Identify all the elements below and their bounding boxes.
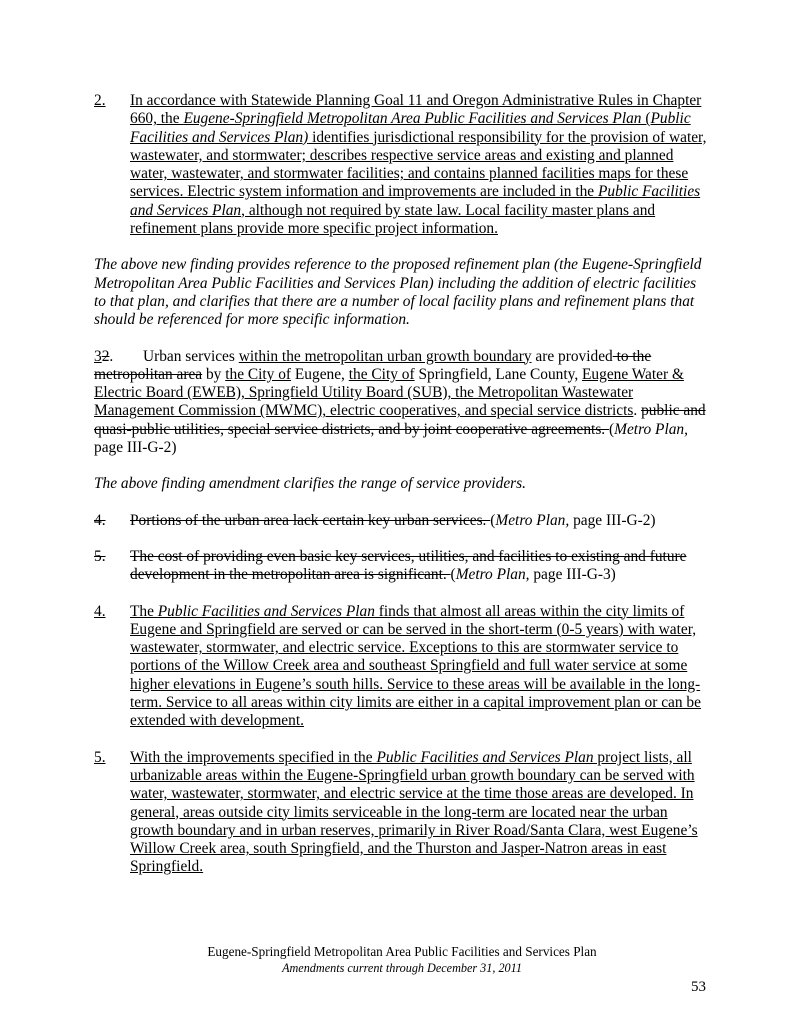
text-run: public and quasi-public utilities, special service districts, and by joint cooperative agreements.	[94, 402, 706, 438]
finding-5-new-text	[130, 749, 698, 876]
finding-2-number	[94, 92, 106, 110]
finding-4-new-text	[130, 603, 701, 730]
finding-2-amended	[94, 92, 710, 238]
text-run: .	[109, 347, 114, 365]
finding-4-new	[94, 603, 710, 731]
text-run: 3	[94, 347, 102, 365]
text-run: Urban services	[143, 347, 239, 365]
text-run: by	[202, 365, 226, 383]
text-run: page III-G-2)	[94, 439, 177, 457]
text-run: (	[609, 420, 615, 438]
text-run: Eugene-Springfield Metropolitan Area Public Facilities and Services Plan	[183, 110, 642, 128]
text-run: 4.	[94, 602, 106, 620]
text-run: Public Facilities and Services Plan	[376, 748, 594, 766]
finding-3-number	[94, 348, 143, 366]
text-run: Portions of the urban area lack certain key urban services.	[130, 511, 491, 529]
text-run: (	[641, 110, 651, 128]
text-run: Public Facilities and Services Plan	[130, 183, 701, 219]
text-run: Eugene Water & Electric Board (EWEB), Springfield Utility Board (SUB), the Metropolitan Wastewater Management Commission (MWMC), electric cooperatives, and special service districts	[94, 365, 684, 420]
commentary-1	[94, 256, 710, 329]
finding-3-text	[94, 348, 706, 456]
text-run: In accordance with Statewide Planning Goal 11 and Oregon Administrative Rules in Chapter 660, the	[130, 92, 702, 128]
text-run: 5.	[94, 748, 106, 766]
text-run: the City of	[225, 365, 292, 383]
text-run: 2.	[94, 92, 106, 109]
text-run: Public Facilities and Services Plan	[157, 602, 375, 620]
commentary-2	[94, 475, 710, 493]
finding-4-new-number	[94, 603, 106, 621]
text-run: With the improvements specified in the	[130, 748, 377, 766]
text-run: to the metropolitan area	[94, 347, 652, 383]
footer-amendments-note: Amendments current through December 31, 2011	[282, 961, 522, 975]
finding-5-deleted	[94, 548, 710, 585]
page-footer	[94, 944, 710, 976]
text-run: 4.	[94, 511, 106, 529]
text-run: Metro Plan,	[495, 511, 570, 529]
text-run: identifies jurisdictional responsibility for the provision of water, wastewater, and stormwater; describes respective service areas and existing and planned water, wastewater, and stormwater facilities; and contains planned facilities maps for these services. Electric system information and improvements are included in the	[130, 128, 707, 201]
text-run: within the metropolitan urban growth boundary	[238, 347, 532, 365]
finding-4-deleted-text	[130, 512, 656, 529]
text-run: 5.	[94, 547, 106, 565]
footer-plan-title: Eugene-Springfield Metropolitan Area Public Facilities and Services Plan	[207, 944, 597, 959]
page-number: 53	[691, 979, 706, 995]
text-run: the City of	[348, 365, 415, 383]
text-run: Metro Plan,	[455, 566, 530, 584]
finding-4-deleted-number	[94, 512, 106, 530]
finding-5-new	[94, 749, 710, 877]
finding-3-amended	[94, 348, 710, 458]
text-run: finds that almost all areas within the city limits of Eugene and Springfield are served or can be served in the short-term (0-5 years) with water, wastewater, stormwater, and electric service. Exceptions to this are stormwater service to portions of the Willow Creek area and southeast Springfield and full water service at some higher elevations in Eugene’s south hills. Service to these areas will be available in the long-term. Service to all areas within city limits are either in a capital improvement plan or can be extended with development.	[130, 602, 701, 730]
finding-4-deleted	[94, 512, 710, 530]
text-run: page III-G-2)	[569, 511, 656, 529]
text-run: Eugene,	[291, 365, 349, 383]
text-run: project lists, all urbanizable areas within the Eugene-Springfield urban growth boundary can be served with water, wastewater, stormwater, and electric service at the time those areas are developed. In general, areas outside city limits serviceable in the long-term are located near the urban growth boundary and in urban reserves, primarily in River Road/Santa Clara, west Eugene’s Willow Creek area, south Springfield, and the Thurston and Jasper-Natron areas in east Springfield.	[130, 748, 698, 876]
finding-5-new-number	[94, 749, 106, 767]
text-run: (	[490, 511, 496, 529]
text-run: Springfield, Lane County,	[414, 365, 583, 383]
finding-5-deleted-text	[130, 548, 686, 583]
text-run: The above finding amendment clarifies the range of service providers.	[94, 475, 526, 493]
text-run: Metro Plan,	[614, 420, 688, 438]
text-run: The above new finding provides reference to the proposed refinement plan (the Eugene-Springfield Metropolitan Area Public Facilities and Services Plan) including the addition of electric facilities to that plan, and clarifies that there are a number of local facility plans and refinement plans that should be referenced for more specific information.	[94, 256, 702, 329]
finding-5-deleted-number	[94, 548, 106, 566]
text-run: (	[450, 566, 456, 584]
finding-2-text	[130, 92, 706, 237]
text-run: .	[633, 402, 642, 420]
text-run: are provided	[531, 347, 613, 365]
text-run: , although not required by state law. Local facility master plans and refinement plans provide more specific project information.	[130, 201, 656, 238]
text-run: 2	[101, 347, 110, 365]
text-run: The	[130, 602, 158, 620]
text-run: Public Facilities and Services Plan)	[130, 110, 691, 146]
text-run: page III-G-3)	[529, 566, 616, 584]
text-run: The cost of providing even basic key services, utilities, and facilities to existing and future development in the metropolitan area is significant.	[130, 547, 687, 584]
